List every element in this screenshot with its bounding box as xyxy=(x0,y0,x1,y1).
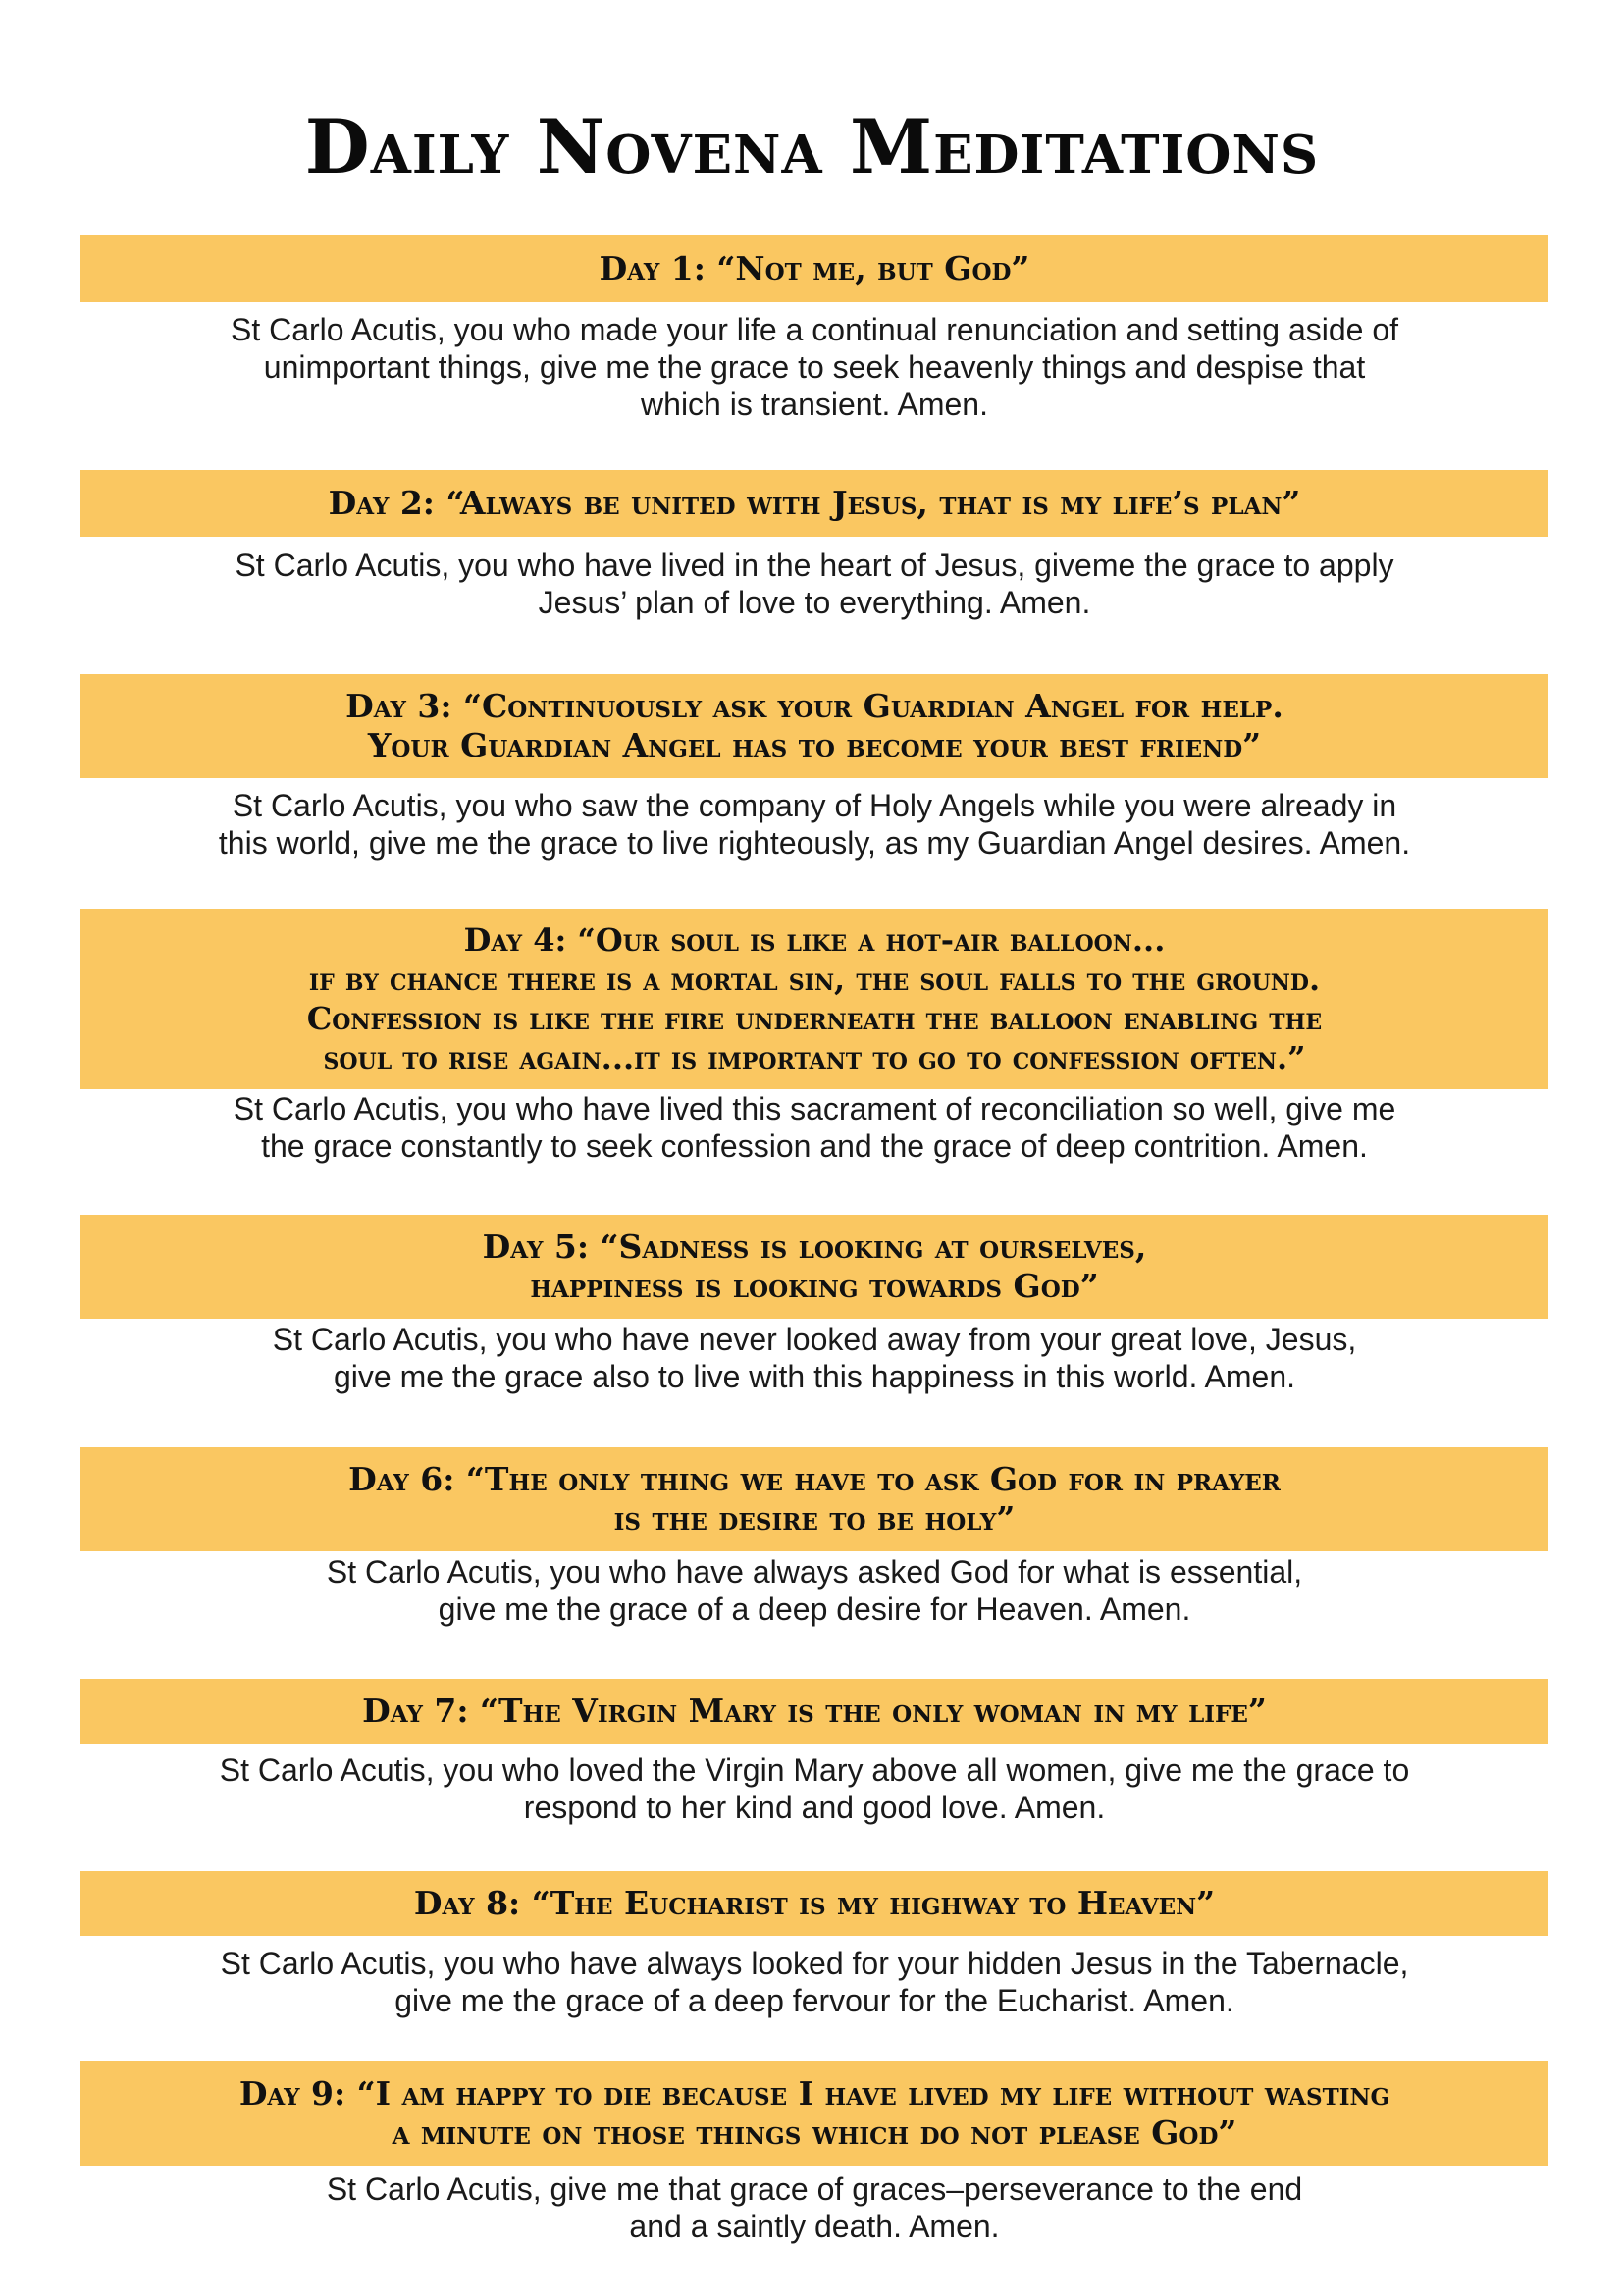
day-9-header xyxy=(80,2061,1548,2166)
day-4-heading: Day 4: “Our soul is like a hot-air balloon... if by chance there is a mortal sin, the soul falls to the ground. Confession is like the fire underneath the balloon enabling the soul to rise again...it is important to go to confession often.” xyxy=(306,921,1323,1076)
day-5-heading: Day 5: “Sadness is looking at ourselves, happiness is looking towards God” xyxy=(482,1227,1147,1305)
day-4-prayer: St Carlo Acutis, you who have lived this sacrament of reconciliation so well, give me the grace constantly to seek confession and the grace of deep contrition. Amen. xyxy=(233,1091,1396,1164)
day-1-prayer: St Carlo Acutis, you who made your life a continual renunciation and setting aside of unimportant things, give me the grace to seek heavenly things and despise that which is transient. Amen. xyxy=(230,312,1399,422)
day-3-heading: Day 3: “Continuously ask your Guardian Angel for help. Your Guardian Angel has to become your best friend” xyxy=(345,687,1283,764)
day-9-prayer: St Carlo Acutis, give me that grace of graces–perseverance to the end and a saintly death. Amen. xyxy=(326,2171,1303,2244)
day-1-header xyxy=(80,235,1548,302)
day-2-prayer: St Carlo Acutis, you who have lived in the heart of Jesus, giveme the grace to apply Jesus’ plan of love to everything. Amen. xyxy=(235,548,1394,620)
day-7-header xyxy=(80,1679,1548,1744)
day-1-heading: Day 1: “Not me, but God” xyxy=(599,249,1030,287)
day-5-prayer: St Carlo Acutis, you who have never looked away from your great love, Jesus, give me the grace also to live with this happiness in this world. Amen. xyxy=(272,1322,1357,1394)
day-4-header xyxy=(80,909,1548,1089)
day-2-heading: Day 2: “Always be united with Jesus, that is my life’s plan” xyxy=(328,484,1301,522)
page-title: Daily Novena Meditations xyxy=(304,103,1320,190)
day-3-prayer: St Carlo Acutis, you who saw the company of Holy Angels while you were already in this world, give me the grace to live righteously, as my Guardian Angel desires. Amen. xyxy=(218,788,1411,861)
day-9-heading: Day 9: “I am happy to die because I have lived my life without wasting a minute on those things which do not please God” xyxy=(238,2074,1390,2152)
day-8-prayer: St Carlo Acutis, you who have always looked for your hidden Jesus in the Tabernacle, give me the grace of a deep fervour for the Eucharist. Amen. xyxy=(220,1946,1409,2018)
day-8-heading: Day 8: “The Eucharist is my highway to Heaven” xyxy=(413,1884,1216,1922)
day-6-heading: Day 6: “The only thing we have to ask God for in prayer is the desire to be holy” xyxy=(348,1460,1281,1538)
day-7-heading: Day 7: “The Virgin Mary is the only woman in my life” xyxy=(362,1692,1267,1730)
day-3-header xyxy=(80,674,1548,778)
day-8-header xyxy=(80,1871,1548,1936)
day-2-header xyxy=(80,470,1548,537)
day-6-prayer: St Carlo Acutis, you who have always asked God for what is essential, give me the grace of a deep desire for Heaven. Amen. xyxy=(326,1554,1303,1627)
day-6-header xyxy=(80,1447,1548,1551)
day-7-prayer: St Carlo Acutis, you who loved the Virgin Mary above all women, give me the grace to respond to her kind and good love. Amen. xyxy=(219,1752,1410,1825)
day-5-header xyxy=(80,1215,1548,1319)
